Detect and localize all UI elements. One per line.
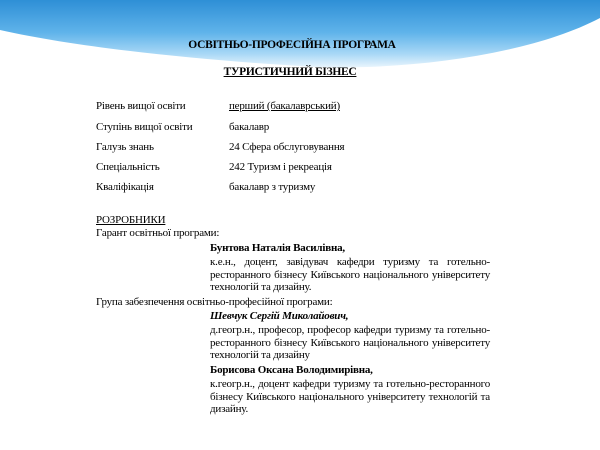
- guarantor-label: Гарант освітньої програми:: [96, 227, 220, 239]
- info-value: перший (бакалаврський): [229, 100, 340, 112]
- info-value: 242 Туризм і рекреація: [229, 161, 332, 173]
- member-desc: к.геогр.н., доцент кафедри туризму та готельно-ресторанного бізнесу Київського національного університету технологій та дизайну.: [210, 378, 490, 415]
- guarantor-name: Бунтова Наталія Василівна,: [210, 242, 345, 254]
- info-label: Галузь знань: [96, 141, 154, 153]
- member-name: Борисова Оксана Володимирівна,: [210, 364, 373, 376]
- info-value: бакалавр: [229, 121, 270, 133]
- info-label: Ступінь вищої освіти: [96, 121, 193, 133]
- info-label: Кваліфікація: [96, 181, 154, 193]
- guarantor-desc: к.е.н., доцент, завідувач кафедри туризму та готельно-ресторанного бізнесу Київського національного університету технологій та дизайну.: [210, 256, 490, 293]
- info-label: Спеціальність: [96, 161, 160, 173]
- group-label: Група забезпечення освітньо-професійної програми:: [96, 296, 333, 308]
- member-desc: д.геогр.н., професор, професор кафедри туризму та готельно-ресторанного бізнесу Київського національного університету технологій та дизайну: [210, 324, 490, 361]
- info-value: 24 Сфера обслуговування: [229, 141, 345, 153]
- info-label: Рівень вищої освіти: [96, 100, 186, 112]
- info-value: бакалавр з туризму: [229, 181, 316, 193]
- program-heading: ОСВІТНЬО-ПРОФЕСІЙНА ПРОГРАМА: [188, 39, 396, 51]
- program-name: ТУРИСТИЧНИЙ БІЗНЕС: [223, 66, 357, 78]
- header-decoration: [0, 0, 600, 72]
- member-name: Шевчук Сергій Миколайович,: [210, 310, 349, 322]
- developers-heading: РОЗРОБНИКИ: [96, 214, 166, 226]
